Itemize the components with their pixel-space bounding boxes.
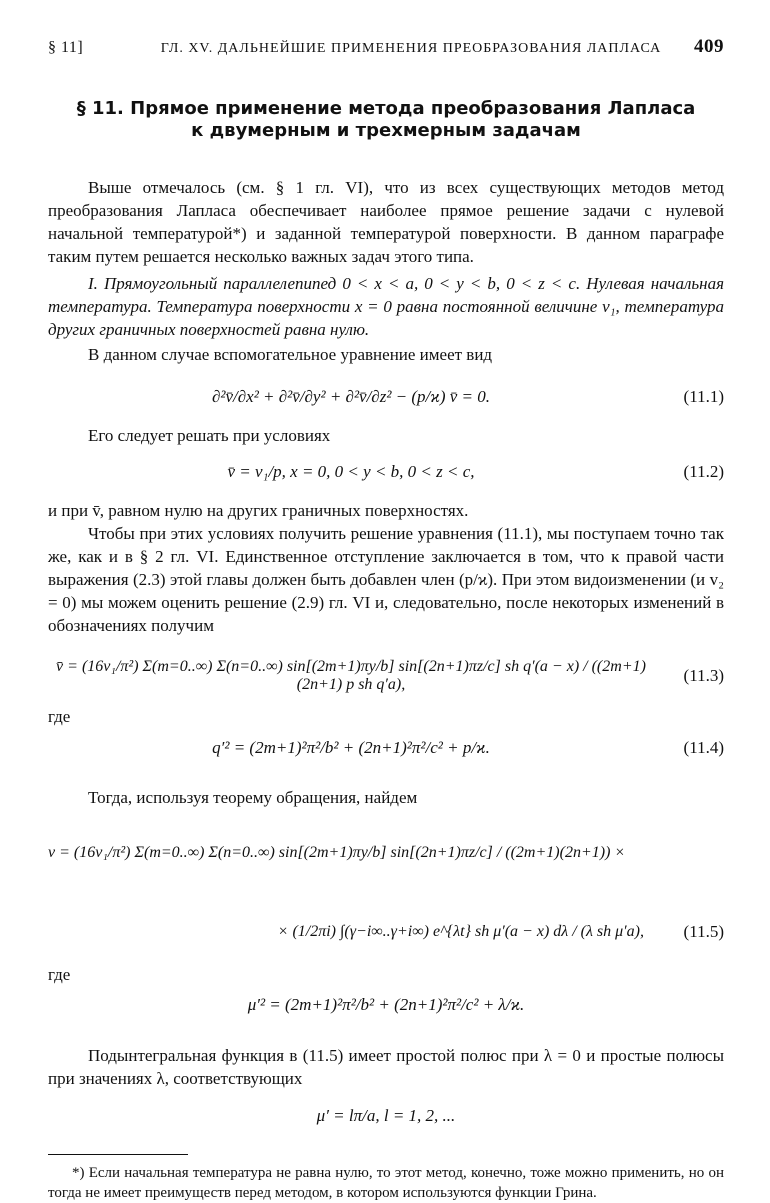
poles-paragraph: Подынтегральная функция в (11.5) имеет простой полюс при λ = 0 и простые полюсы при значениях λ, соответствующих: [48, 1046, 724, 1088]
equation-11-2: [48, 451, 724, 493]
equation-tag: (11.1): [683, 387, 724, 406]
footnote: *) Если начальная температура не равна нулю, то этот метод, конечно, тоже можно применить, но он тогда не имеет преимуществ перед методом, в котором используются функции Грина.: [48, 1165, 724, 1201]
problem-statement-text: I. Прямоугольный параллелепипед 0 < x < a, 0 < y < b, 0 < z < c. Нулевая начальная температура. Температура поверхности x = 0 равна постоянной величине v₁, температура других граничных поверхностей равна нулю.: [48, 274, 724, 339]
section-title: [48, 98, 724, 142]
inversion-intro: Тогда, используя теорему обращения, найдем: [88, 788, 418, 807]
equation-body: q′² = (2m+1)²π²/b² + (2n+1)²π²/c² + p/ϰ.: [212, 738, 490, 757]
where-label: где: [48, 965, 71, 984]
section-title-line2: к двумерным и трехмерным задачам: [191, 120, 581, 141]
where-label: где: [48, 707, 71, 726]
running-header: [48, 36, 724, 58]
equation-body: μ′² = (2m+1)²π²/b² + (2n+1)²π²/c² + λ/ϰ.: [247, 995, 525, 1014]
equation-11-4: [48, 728, 724, 768]
boundary-text: и при v̄, равном нулю на других граничных поверхностях.: [48, 501, 469, 520]
intro-paragraph: Выше отмечалось (см. § 1 гл. VI), что из всех существующих методов метод преобразования Лапласа обеспечивает наиболее прямое решение задачи с нулевой начальной температурой*) и заданной температурой поверхности. В данном параграфе таким путем решается несколько важных задач этого типа.: [48, 178, 724, 266]
equation-body: v̄ = (16v₁/π²) Σ(m=0..∞) Σ(n=0..∞) sin[(2m+1)πy/b] sin[(2n+1)πz/c] sh q′(a − x) / ((2m+1)(2n+1) p sh q′a),: [56, 658, 646, 693]
equation-tag: (11.4): [683, 738, 724, 757]
equation-body: × (1/2πi) ∫(γ−i∞..γ+i∞) e^{λt} sh μ′(a − x) dλ / (λ sh μ′a),: [277, 923, 644, 940]
problem-statement: [48, 272, 724, 341]
conditions-intro: Его следует решать при условиях: [88, 426, 331, 445]
section-ref: § 11]: [48, 39, 84, 56]
equation-11-1: [48, 376, 724, 418]
equation-mu-values: [48, 1096, 724, 1136]
equation-body: v = (16v₁/π²) Σ(m=0..∞) Σ(n=0..∞) sin[(2m+1)πy/b] sin[(2n+1)πz/c] / ((2m+1)(2n+1)) ×: [48, 844, 626, 861]
equation-body: ∂²v̄/∂x² + ∂²v̄/∂y² + ∂²v̄/∂z² − (p/ϰ) v̄ = 0.: [211, 387, 491, 406]
equation-body: v̄ = v₁/p, x = 0, 0 < y < b, 0 < z < c,: [227, 462, 475, 481]
equation-11-3: [48, 649, 724, 703]
book-page: [48, 36, 724, 1203]
solution-paragraph: Чтобы при этих условиях получить решение уравнения (11.1), мы поступаем точно так же, как и в § 2 гл. VI. Единственное отступление заключается в том, что к правой части выражения (2.3) этой главы должен быть добавлен член (p/ϰ). При этом видоизменении (и v₂ = 0) мы можем оценить решение (2.9) гл. VI и, следовательно, после некоторых изменений в обозначениях получим: [48, 524, 724, 635]
page-number: 409: [694, 36, 724, 57]
running-title: ГЛ. XV. ДАЛЬНЕЙШИЕ ПРИМЕНЕНИЯ ПРЕОБРАЗОВАНИЯ ЛАПЛАСА: [160, 41, 662, 56]
equation-body: μ′ = lπ/a, l = 1, 2, ...: [316, 1106, 456, 1125]
equation-tag: (11.2): [683, 462, 724, 481]
equation-11-5-line2: [48, 905, 724, 959]
equation-mu-squared: [48, 986, 724, 1024]
equation-tag: (11.5): [683, 922, 724, 941]
aux-equation-intro: В данном случае вспомогательное уравнение имеет вид: [88, 345, 493, 364]
equation-11-5-line1: [48, 827, 724, 879]
equation-tag: (11.3): [683, 666, 724, 685]
footnote-rule: [48, 1154, 188, 1155]
section-title-line1: § 11. Прямое применение метода преобразования Лапласа: [76, 98, 696, 119]
